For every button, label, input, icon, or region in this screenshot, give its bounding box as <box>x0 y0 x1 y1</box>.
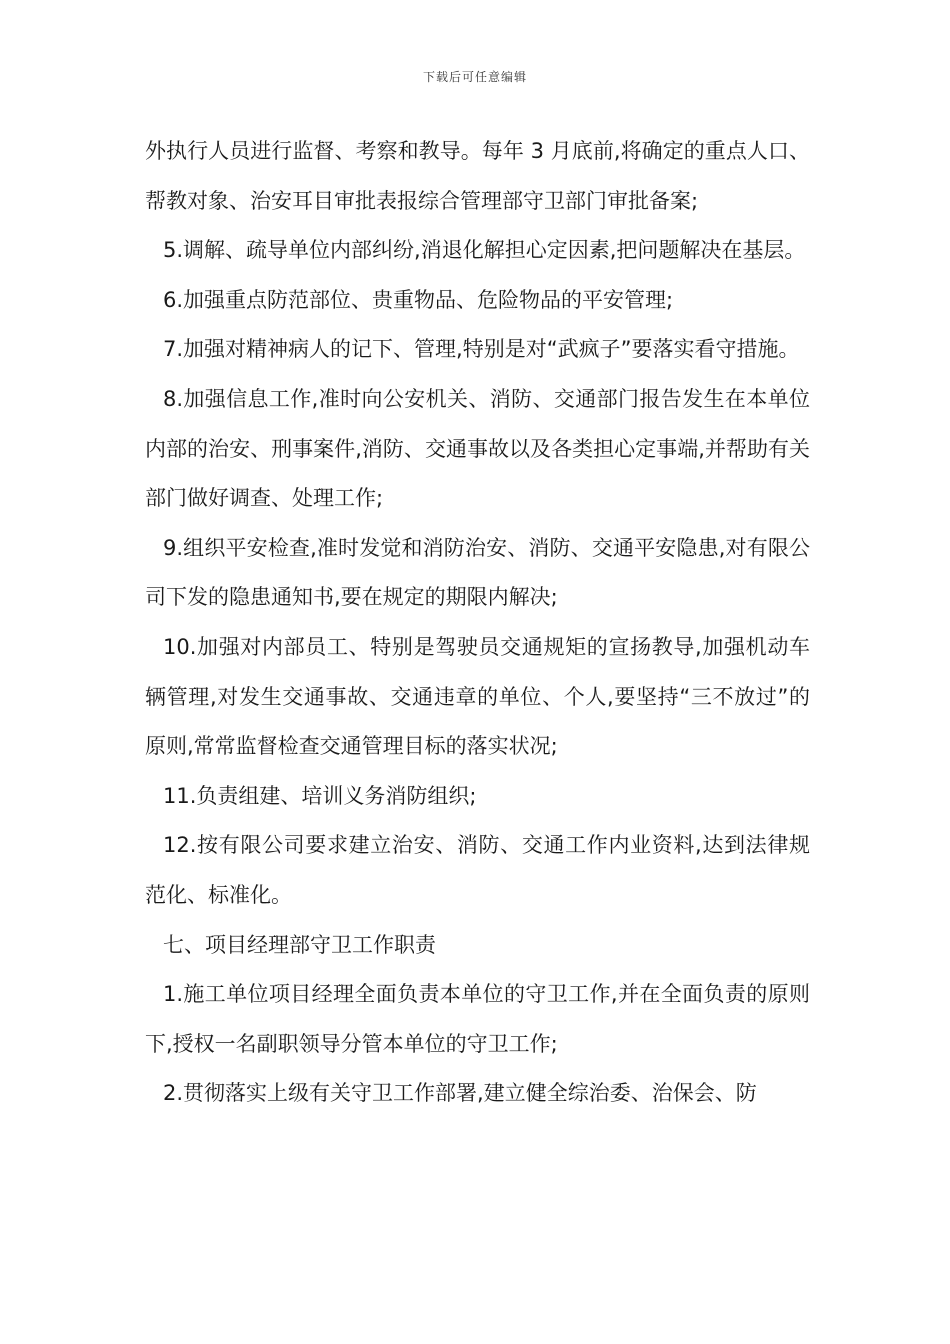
paragraph: 6.加强重点防范部位、贵重物品、危险物品的平安管理; <box>163 287 674 312</box>
paragraph: 11.负责组建、培训义务消防组织; <box>163 783 477 808</box>
paragraph: 10.加强对内部员工、特别是驾驶员交通规矩的宣扬教导,加强机动车辆管理,对发生交通事故、交通违章的单位、个人,要坚持“三不放过”的原则,常常监督检查交通管理目标的落实状况; <box>145 634 810 759</box>
paragraph: 外执行人员进行监督、考察和教导。每年 3 月底前,将确定的重点人口、帮教对象、治安耳目审批表报综合管理部守卫部门审批备案; <box>145 139 810 213</box>
paragraph: 12.按有限公司要求建立治安、消防、交通工作内业资料,达到法律规范化、标准化。 <box>145 833 810 907</box>
paragraph: 2.贯彻落实上级有关守卫工作部署,建立健全综治委、治保会、防 <box>163 1081 757 1106</box>
paragraph: 8.加强信息工作,准时向公安机关、消防、交通部门报告发生在本单位内部的治安、刑事案件,消防、交通事故以及各类担心定事端,并帮助有关部门做好调查、处理工作; <box>145 386 810 511</box>
document-body <box>145 127 810 1119</box>
paragraph: 7.加强对精神病人的记下、管理,特别是对“武疯子”要落实看守措施。 <box>163 337 800 362</box>
section-heading: 七、项目经理部守卫工作职责 <box>163 932 436 957</box>
paragraph: 5.调解、疏导单位内部纠纷,消退化解担心定因素,把问题解决在基层。 <box>163 238 806 263</box>
page-header: 下载后可任意编辑 <box>422 70 527 84</box>
paragraph: 9.组织平安检查,准时发觉和消防治安、消防、交通平安隐患,对有限公司下发的隐患通知书,要在规定的期限内解决; <box>145 535 810 610</box>
paragraph: 1.施工单位项目经理全面负责本单位的守卫工作,并在全面负责的原则下,授权一名副职领导分管本单位的守卫工作; <box>145 982 810 1056</box>
